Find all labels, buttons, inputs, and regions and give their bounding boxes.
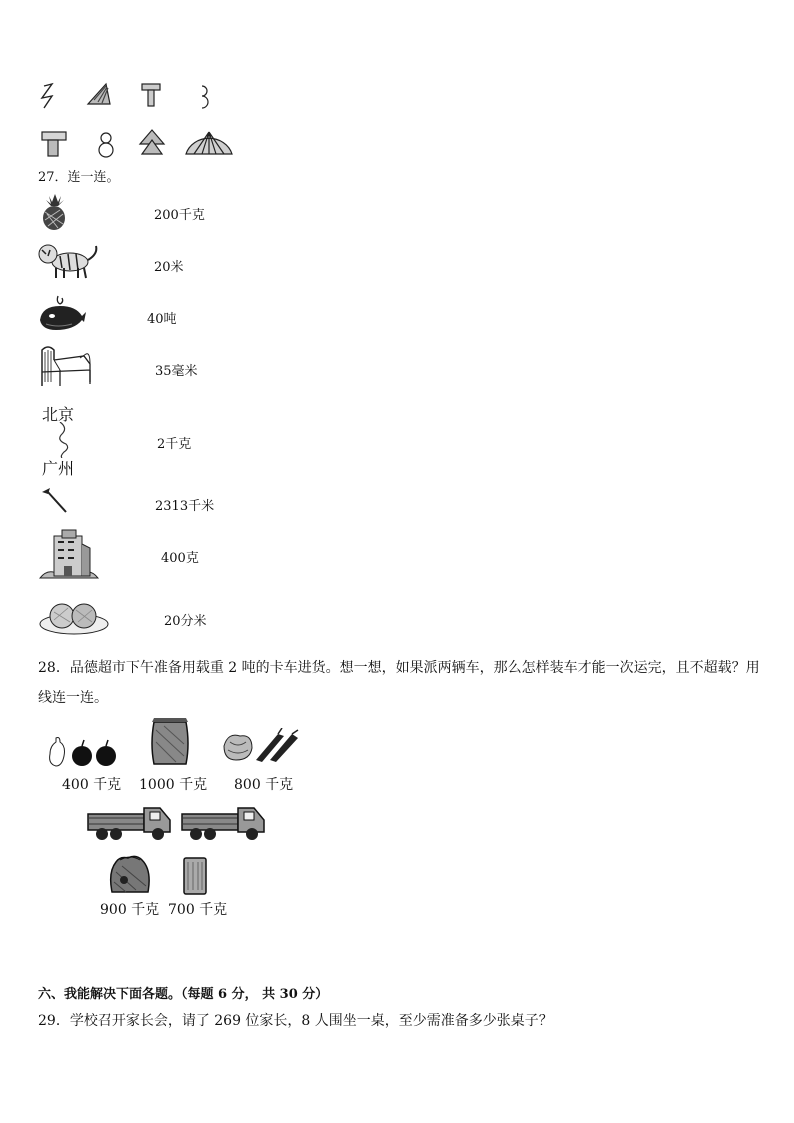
question-27-title: 27．连一连。	[38, 170, 120, 185]
bag-goods-icon	[106, 852, 154, 896]
nail-icon	[40, 486, 70, 516]
whale-icon	[36, 294, 88, 334]
goods-weight-label: 400 千克	[62, 777, 122, 793]
question-28-text-line2: 线连一连。	[38, 690, 108, 706]
goods-weight-label: 700 千克	[168, 902, 228, 918]
goods-weight-label: 900 千克	[100, 902, 160, 918]
fruits-goods-icon	[48, 734, 120, 768]
pineapple-icon	[38, 192, 72, 232]
question-28-text-line1: 28．品德超市下午准备用载重 2 吨的卡车进货。想一想，如果派两辆车，那么怎样装车才能一次运完，且不超载？用	[38, 660, 760, 676]
value-label: 20分米	[164, 614, 207, 629]
value-label: 2313千米	[155, 499, 215, 514]
value-label: 400克	[161, 551, 199, 566]
map-label-beijing: 北京	[42, 405, 75, 424]
value-label: 40吨	[147, 312, 177, 327]
tiger-icon	[34, 240, 102, 280]
t-shape-figure	[142, 84, 160, 106]
truck-icon[interactable]	[180, 800, 268, 842]
tree-figure	[140, 130, 164, 154]
house-figure	[42, 132, 66, 156]
goods-weight-label: 800 千克	[234, 777, 294, 793]
umbrella-figure	[186, 132, 232, 154]
value-label: 20米	[154, 260, 184, 275]
fruit-plate-icon	[38, 596, 110, 636]
barrel-goods-icon	[180, 856, 210, 896]
truck-icon[interactable]	[86, 800, 174, 842]
value-label: 35毫米	[155, 364, 198, 379]
question-29-text: 29．学校召开家长会，请了 269 位家长，8 人围坐一桌，至少需准备多少张桌子？	[38, 1013, 553, 1029]
building-icon	[38, 528, 100, 580]
section-6-heading: 六、我能解决下面各题。（每题 6 分， 共 30 分）	[38, 987, 329, 1002]
vegetables-goods-icon	[220, 728, 302, 764]
shape-row-bottom	[36, 126, 236, 160]
map-label-guangzhou: 广州	[42, 459, 75, 478]
sack-goods-icon	[146, 716, 194, 768]
fan-shape-figure	[88, 84, 110, 104]
goods-weight-label: 1000 千克	[139, 777, 208, 793]
value-label: 200千克	[154, 208, 205, 223]
map-route-figure	[40, 402, 84, 476]
shape-row-top	[36, 78, 226, 114]
zigzag-figure	[42, 84, 52, 108]
snowman-figure	[99, 133, 113, 157]
eight-shape-figure	[202, 86, 208, 108]
value-label: 2千克	[157, 437, 192, 452]
bed-icon	[38, 342, 94, 388]
